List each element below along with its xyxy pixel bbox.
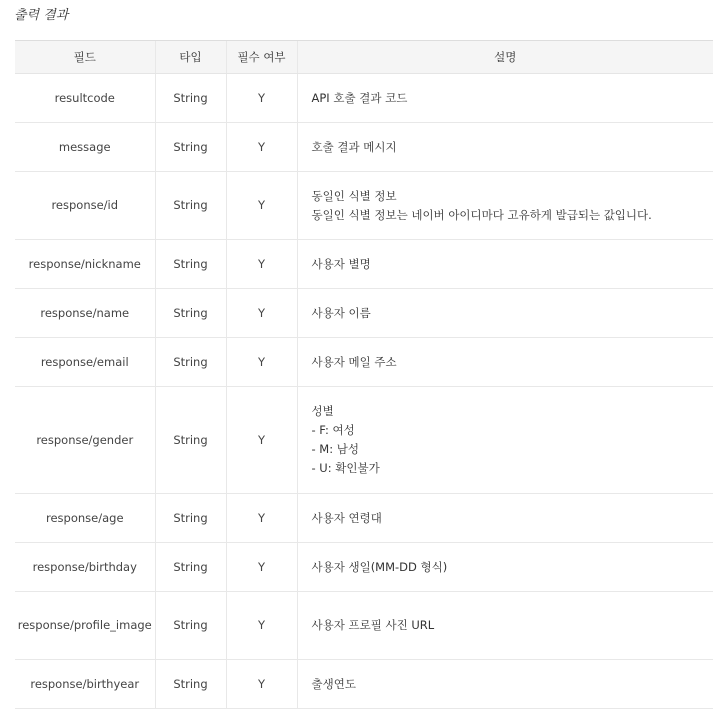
header-description: 설명 (297, 41, 713, 74)
cell-required: Y (226, 74, 297, 123)
table-row (15, 74, 713, 123)
table-row (15, 387, 713, 494)
description-line: 성별 (311, 404, 334, 418)
cell-type: String (155, 387, 226, 494)
table-row (15, 172, 713, 240)
cell-field: response/profile_image (15, 592, 155, 660)
cell-type: String (155, 543, 226, 592)
cell-field: response/id (15, 172, 155, 240)
cell-required: Y (226, 592, 297, 660)
cell-required: Y (226, 543, 297, 592)
cell-required: Y (226, 660, 297, 709)
cell-description (297, 338, 713, 387)
cell-field: response/birthday (15, 543, 155, 592)
header-type: 타입 (155, 41, 226, 74)
cell-description (297, 543, 713, 592)
description-line: 사용자 별명 (311, 256, 371, 271)
cell-description (297, 494, 713, 543)
cell-field: response/email (15, 338, 155, 387)
cell-description (297, 387, 713, 494)
table-header-row (15, 41, 713, 74)
cell-field: resultcode (15, 74, 155, 123)
description-line: 호출 결과 메시지 (311, 139, 397, 154)
cell-required: Y (226, 172, 297, 240)
cell-type: String (155, 592, 226, 660)
description-line: 동일인 식별 정보 (311, 188, 397, 203)
cell-type: String (155, 74, 226, 123)
cell-description (297, 74, 713, 123)
cell-required: Y (226, 240, 297, 289)
header-required: 필수 여부 (226, 41, 297, 74)
cell-description (297, 592, 713, 660)
cell-type: String (155, 289, 226, 338)
table-row (15, 592, 713, 660)
cell-description (297, 172, 713, 240)
cell-field: response/age (15, 494, 155, 543)
description-line: 사용자 메일 주소 (311, 354, 397, 369)
cell-description (297, 289, 713, 338)
cell-field: response/birthyear (15, 660, 155, 709)
cell-required: Y (226, 123, 297, 172)
cell-type: String (155, 172, 226, 240)
description-line: 사용자 이름 (311, 305, 371, 320)
table-row (15, 660, 713, 709)
table-body (15, 74, 713, 709)
cell-type: String (155, 338, 226, 387)
cell-field: response/gender (15, 387, 155, 494)
description-line: API 호출 결과 코드 (311, 90, 408, 105)
cell-type: String (155, 240, 226, 289)
description-line: - U: 확인불가 (311, 461, 380, 475)
description-line: 동일인 식별 정보는 네이버 아이디마다 고유하게 발급되는 값입니다. (311, 207, 652, 222)
header-field: 필드 (15, 41, 155, 74)
cell-description (297, 660, 713, 709)
table-row (15, 338, 713, 387)
description-line: 사용자 생일(MM-DD 형식) (311, 559, 448, 574)
cell-field: message (15, 123, 155, 172)
description-line: 사용자 프로필 사진 URL (311, 618, 435, 632)
section-title: 출력 결과 (14, 8, 69, 23)
description-line: 출생연도 (311, 676, 356, 691)
cell-type: String (155, 660, 226, 709)
cell-type: String (155, 494, 226, 543)
table-row (15, 123, 713, 172)
cell-required: Y (226, 494, 297, 543)
cell-field: response/nickname (15, 240, 155, 289)
cell-field: response/name (15, 289, 155, 338)
cell-description (297, 123, 713, 172)
cell-required: Y (226, 289, 297, 338)
cell-type: String (155, 123, 226, 172)
table-row (15, 543, 713, 592)
description-line: - M: 남성 (311, 442, 359, 456)
description-line: - F: 여성 (311, 423, 355, 437)
table-row (15, 494, 713, 543)
cell-required: Y (226, 338, 297, 387)
cell-description (297, 240, 713, 289)
description-line: 사용자 연령대 (311, 510, 382, 525)
cell-required: Y (226, 387, 297, 494)
table-row (15, 289, 713, 338)
output-result-table (15, 40, 713, 709)
table-row (15, 240, 713, 289)
